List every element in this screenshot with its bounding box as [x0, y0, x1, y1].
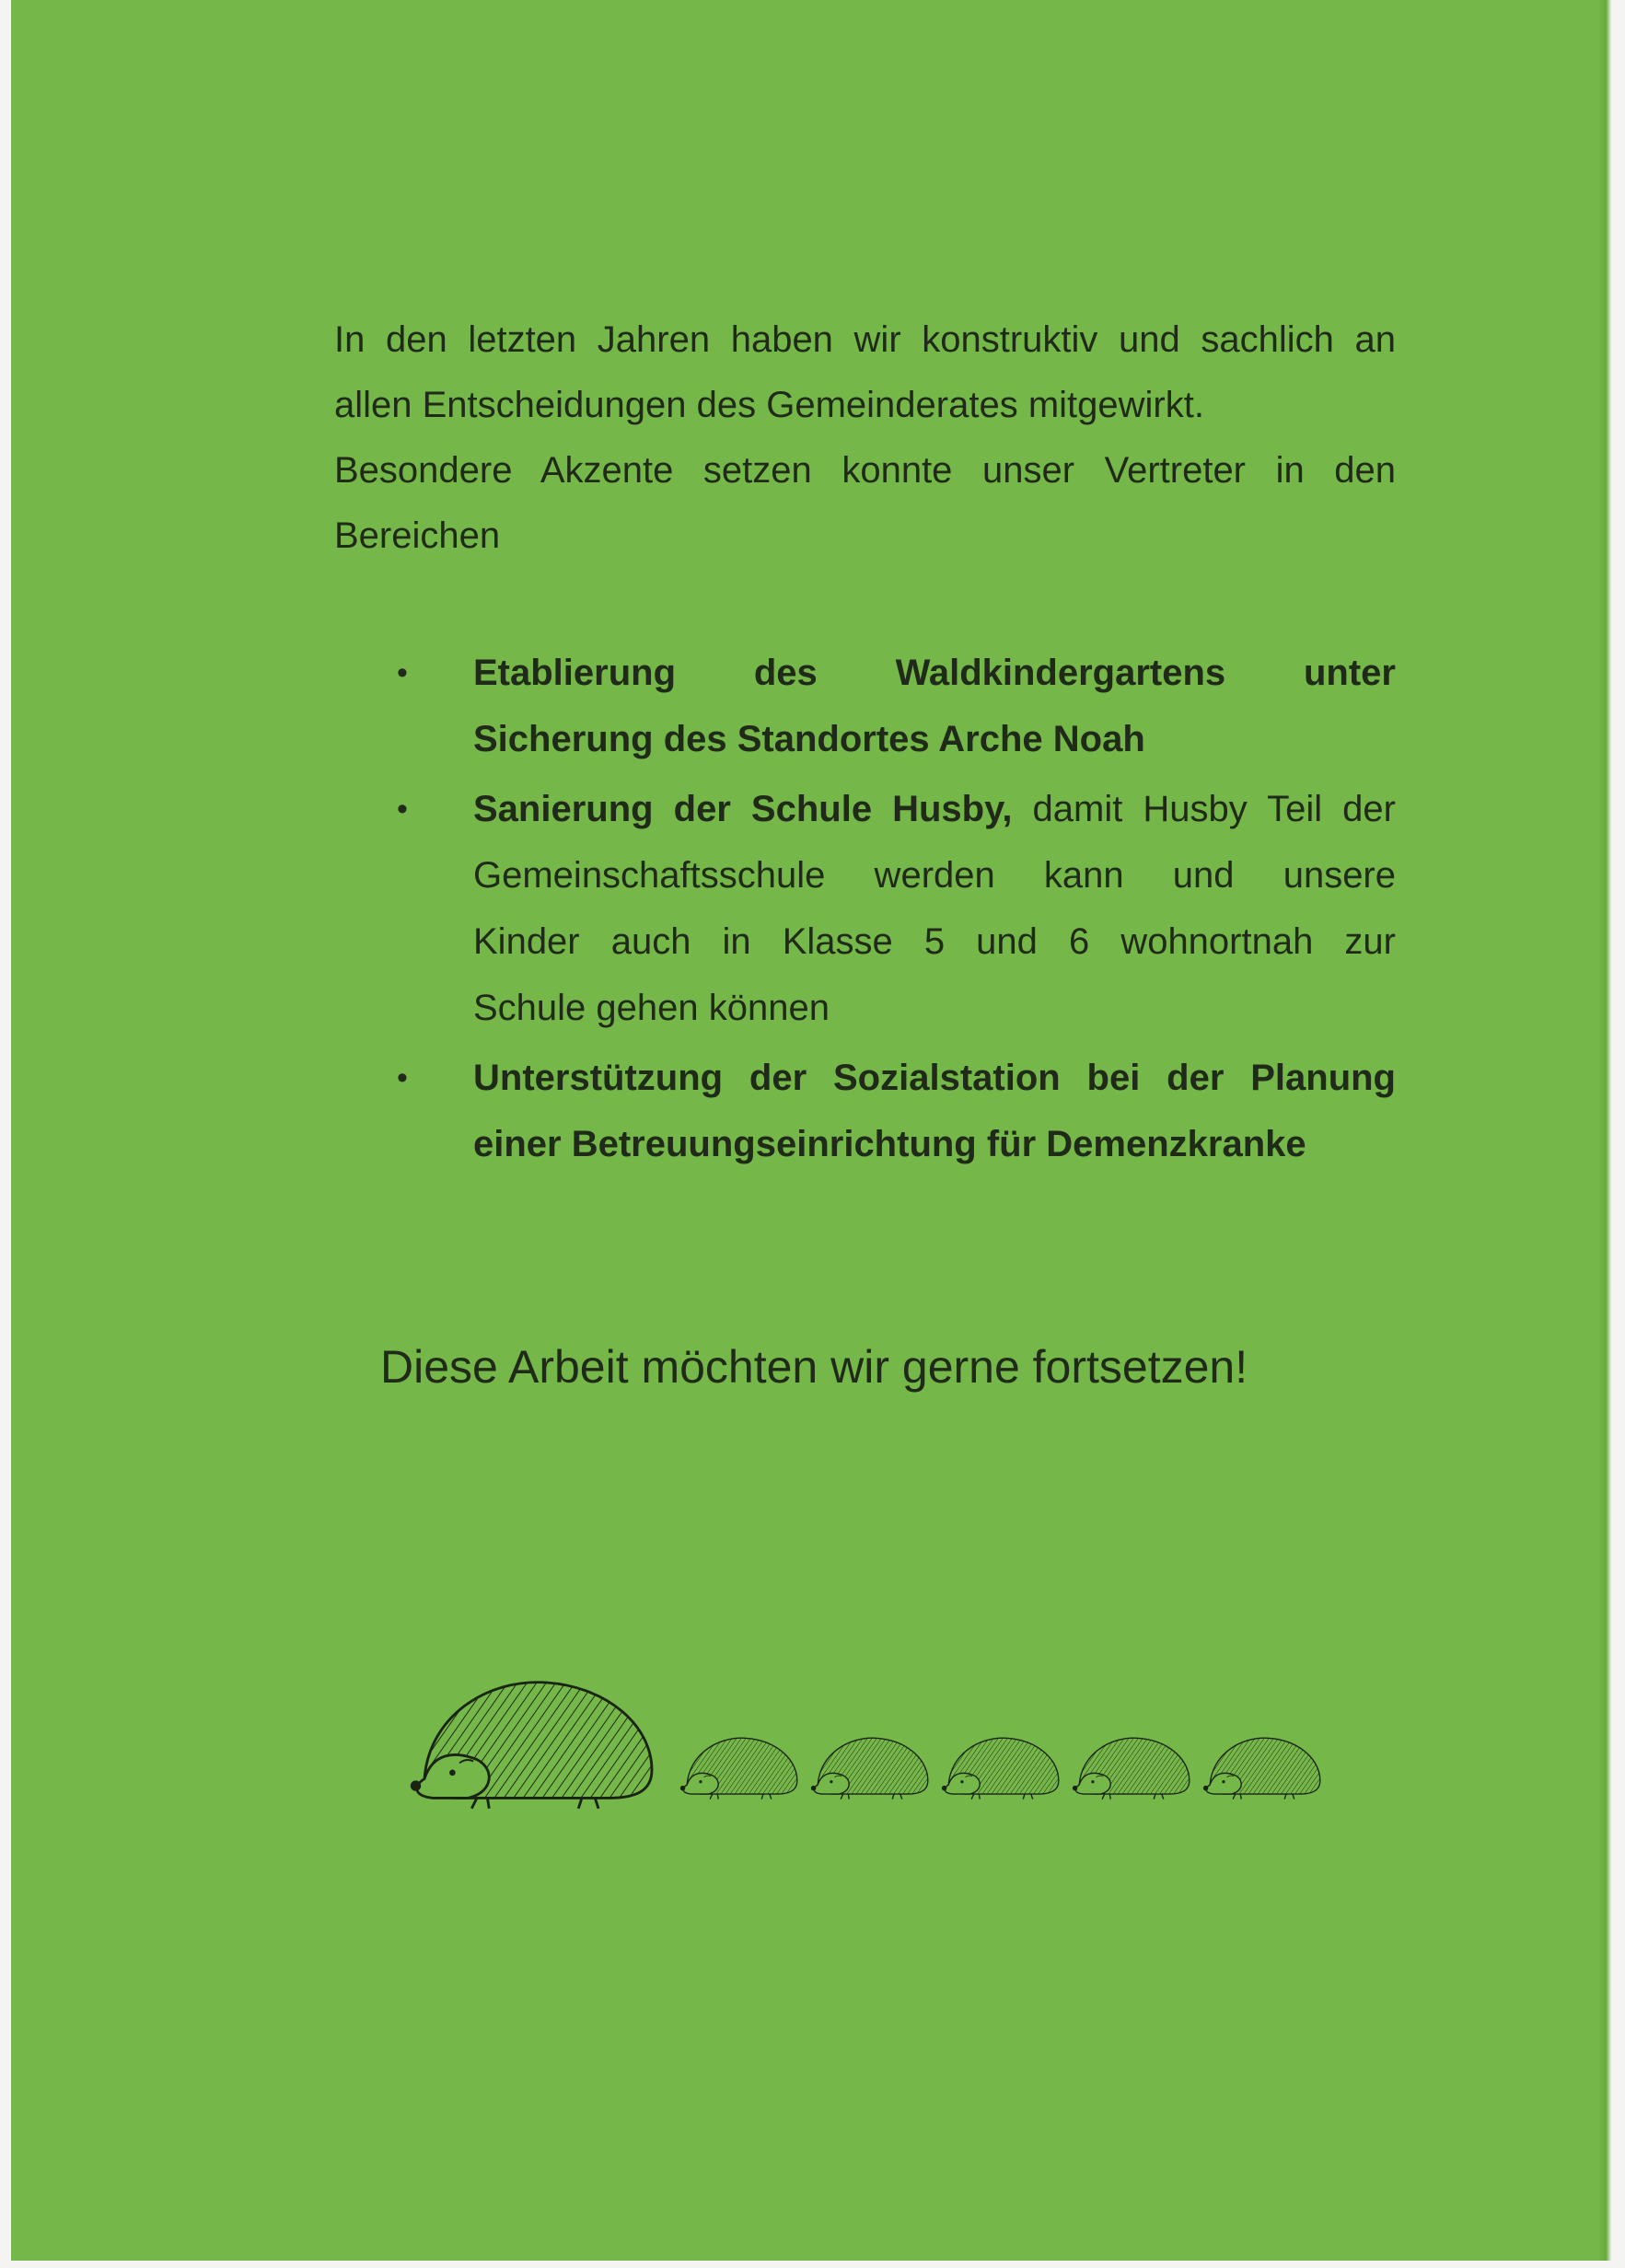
intro-line: In den letzten Jahren haben wir konstruktiv und sachlich an — [334, 319, 1396, 360]
item-line — [473, 908, 1396, 975]
item-line — [473, 975, 1396, 1041]
hedgehog-family-icon — [407, 1648, 1346, 1832]
item-line — [473, 1111, 1396, 1177]
bullet-point: • — [397, 655, 408, 690]
achievement-item-waldkindergarten — [397, 640, 1396, 772]
hedgehog-baby-icon — [1203, 1738, 1320, 1799]
item-bold-text: Unterstützung der Sozialstation bei der Planung — [473, 1058, 1396, 1098]
hedgehog-baby-icon — [680, 1738, 797, 1799]
intro-line: allen Entscheidungen des Gemeinderates mitgewirkt. — [334, 385, 1204, 425]
achievement-item-schule-husby — [397, 776, 1396, 1041]
bullet-point: • — [397, 1060, 408, 1095]
item-line — [473, 1045, 1396, 1111]
item-line — [473, 776, 1396, 842]
bullet-point: • — [397, 792, 408, 827]
closing-statement: Diese Arbeit möchten wir gerne fortsetzen! — [380, 1341, 1248, 1393]
hedgehog-baby-icon — [811, 1738, 928, 1799]
item-normal-text: Kinder auch in Klasse 5 und 6 wohnortnah zur — [473, 921, 1396, 962]
intro-paragraph — [334, 307, 1396, 569]
intro-line: Bereichen — [334, 515, 501, 556]
item-line — [473, 842, 1396, 908]
hedgehog-baby-icon — [942, 1738, 1059, 1799]
item-normal-text: damit Husby Teil der — [1012, 789, 1396, 829]
hedgehog-baby-icon — [1073, 1738, 1190, 1799]
intro-line: Besondere Akzente setzen konnte unser Vertreter in den — [334, 450, 1396, 491]
hedgehog-mother-icon — [411, 1683, 652, 1809]
item-bold-text: Sicherung des Standortes Arche Noah — [473, 719, 1145, 759]
item-normal-text: Schule gehen können — [473, 988, 830, 1028]
item-normal-text: Gemeinschaftsschule werden kann und unsere — [473, 855, 1396, 896]
item-line — [473, 706, 1396, 772]
item-line — [473, 640, 1396, 706]
item-bold-text: einer Betreuungseinrichtung für Demenzkranke — [473, 1124, 1306, 1164]
paper-edge — [1598, 0, 1611, 2261]
achievements-list — [397, 640, 1396, 1181]
item-bold-text: Etablierung des Waldkindergartens unter — [473, 653, 1396, 693]
item-bold-text: Sanierung der Schule Husby, — [473, 789, 1013, 829]
green-flyer-page — [11, 0, 1611, 2261]
achievement-item-sozialstation — [397, 1045, 1396, 1177]
